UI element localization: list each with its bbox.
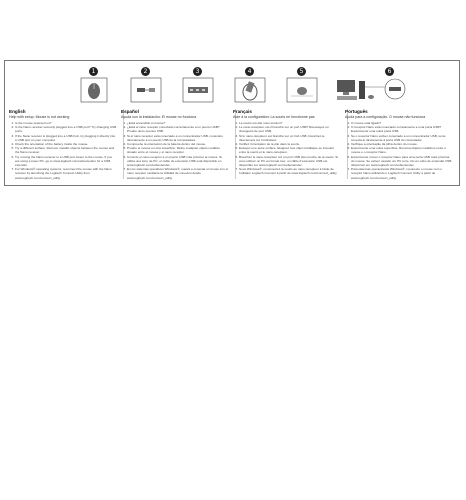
column-english: [9, 109, 117, 183]
step-6: [337, 67, 407, 103]
step-number: 3: [193, 67, 202, 76]
step-number: 1: [89, 67, 98, 76]
help-subtitle: Ayuda con la instalación: El mouse no funciona: [121, 115, 197, 119]
list-item: 4. Check the orientation of the battery inside the mouse.: [15, 142, 117, 146]
troubleshooting-list: [345, 121, 453, 180]
step-3: [179, 67, 219, 103]
step-number: 4: [245, 67, 254, 76]
list-item: 1. O mouse está ligado?: [351, 121, 453, 125]
list-item: 7. Sous Windows®, reconnectez la souris au nano-récepteur à l'aide de l'utilitaire Logitech Connect à partir de www.logitech.com/connect_utility: [239, 167, 341, 175]
language-heading: Español: [121, 109, 139, 114]
usb-plug-icon: [127, 77, 167, 103]
troubleshooting-list: [233, 121, 341, 176]
step-5: [283, 67, 323, 103]
help-subtitle: Aide à la configuration: La souris ne fonctionne pas: [233, 115, 315, 119]
language-heading: Français: [233, 109, 252, 114]
list-item: 3. Si le nano-récepteur est branché sur un hub USB, branchez-le directement sur l'ordinateur.: [239, 134, 341, 142]
list-item: 2. Is the Nano receiver securely plugged into a USB port? Try changing USB ports.: [15, 125, 117, 133]
list-item: 5. Try a different surface. Remove metallic objects between the mouse and the Nano receiver.: [15, 146, 117, 154]
list-item: 5. Pruebe el mouse en otra superficie. Retire cualquier objeto metálico situado entre el mouse y el nano receptor.: [127, 146, 229, 154]
list-item: 6. Branchez le nano-récepteur sur un port USB plus proche de la souris. Si vous utilisez un PC au format tour, un câble d'extension USB est disponible sur www.logitech.com/usbextender.: [239, 155, 341, 168]
step-4: [231, 67, 271, 103]
list-item: 2. O receptor Nano está conectado corretamente a uma porta USB? Experimente uma outra porta USB.: [351, 125, 453, 133]
mouse-on-surface-icon: [283, 77, 323, 103]
column-espanol: [121, 109, 229, 183]
list-item: 3. Se o receptor Nano estiver conectado a um concentrador USB, tente conectá-lo diretamente à porta USB do computador.: [351, 134, 453, 142]
list-item: 1. La souris est-elle sous tension?: [239, 121, 341, 125]
column-portugues: [345, 109, 453, 183]
list-item: 6. Conecte el nano receptor a un puerto USB más próximo al mouse. Si utiliza una torre de PC, el cable de extensión USB está disponible en www.logitech.com/usbextender.: [127, 155, 229, 168]
troubleshooting-list: [9, 121, 117, 180]
computer-receiver-icon: [337, 77, 417, 103]
help-subtitle: Help with setup: Mouse is not working: [9, 115, 70, 119]
list-item: 5. Essayez une autre surface. Eloignez tout objet métallique se trouvant entre la souris et le nano-récepteur.: [239, 146, 341, 154]
list-item: 1. ¿Está encendido el mouse?: [127, 121, 229, 125]
mouse-icon: [75, 77, 115, 103]
list-item: 1. Is the mouse powered on?: [15, 121, 117, 125]
step-number: 6: [385, 67, 394, 76]
language-heading: English: [9, 109, 26, 114]
step-number: 5: [297, 67, 306, 76]
troubleshooting-list: [121, 121, 229, 180]
list-item: 7. For Windows® operating systems, reconnect the mouse with the Nano receiver by launching the Logitech Connect Utility from www.logitech.com/connect_utility: [15, 167, 117, 180]
step-number: 2: [141, 67, 150, 76]
list-item: 6. Try moving the Nano receiver to a USB port closer to the mouse. If you are using a tower PC, go to www.logitech.com/usbextender for a USB extender.: [15, 155, 117, 168]
list-item: 7. En los sistemas operativos Windows®, vuelva a conectar el mouse con el nano receptor mediante la Utilidad de conexión desde www.logitech.com/connect_utility: [127, 167, 229, 180]
list-item: 4. Compruebe la orientación de la batería dentro del mouse.: [127, 142, 229, 146]
help-subtitle: Ajuda para a configuração: O mouse não funciona: [345, 115, 426, 119]
list-item: 2. Le nano-récepteur est-il branché sur un port USB? Réessayez en changeant de port USB.: [239, 125, 341, 133]
list-item: 3. If the Nano receiver is plugged into a USB hub, try plugging it directly into a USB port on your computer.: [15, 134, 117, 142]
step-2: [127, 67, 167, 103]
list-item: 5. Experimente uma outra superfície. Remova objetos metálicos entre o mouse e o receptor Nano.: [351, 146, 453, 154]
step-1: [75, 67, 115, 103]
list-item: 4. Vérifiez l'orientation de la pile dans la souris.: [239, 142, 341, 146]
column-francais: [233, 109, 341, 183]
list-item: 7. Para sistemas operacionais Windows®, reconecte o mouse com o receptor Nano utilizando o Logitech Connect Utility a partir de www.logitech.com/connect_utility: [351, 167, 453, 180]
list-item: 6. Experimente mover o receptor Nano para uma porta USB mais próxima do mouse. Se estiver usando um PC torre, há um cabo de extensão USB disponível em www.logitech.com/usbextender.: [351, 155, 453, 168]
list-item: 2. ¿Está el nano receptor conectado correctamente a un puerto USB? Pruebe otros puertos USB.: [127, 125, 229, 133]
list-item: 4. Verifique a orientação da pilha dentro do mouse.: [351, 142, 453, 146]
battery-insert-icon: [231, 77, 271, 103]
usb-hub-icon: [179, 77, 219, 103]
illustration-row: [65, 67, 395, 103]
language-heading: Português: [345, 109, 368, 114]
language-columns: [9, 109, 457, 183]
instruction-sheet: [4, 60, 460, 186]
list-item: 3. Si el nano receptor está conectado a un concentrador USB, conéctelo directamente a un puerto USB de la computadora.: [127, 134, 229, 142]
